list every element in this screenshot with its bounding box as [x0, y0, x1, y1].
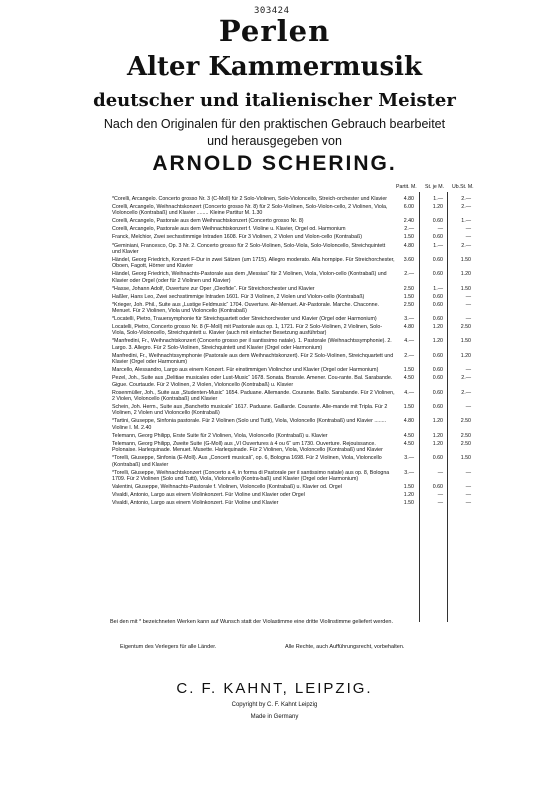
entry-price: 4.80 [403, 242, 414, 249]
entry-price: 2.50 [403, 285, 414, 292]
entry-text: Franck, Melchior, Zwei sechsstimmige Intraden 1608. Für 3 Violinen, 2 Violen und Violon-cello (Kontrabaß) [112, 234, 362, 241]
entry-text: *Locatelli, Pietro, Trauersymphonie für Streichquartett oder Streichorchester und Klavier (Orgel oder Harmonium) [112, 316, 377, 323]
entry-price: 2.— [461, 204, 471, 211]
catalog-entry [112, 218, 482, 224]
entry-price: 2.40 [403, 218, 414, 225]
header-stimme: St. je M. [425, 184, 445, 190]
entry-price: 3.— [404, 316, 414, 323]
entry-price: 2.— [461, 389, 471, 396]
entry-price: 0.60 [432, 271, 443, 278]
subtitle-line-1: Nach den Originalen für den praktischen Gebrauch bearbeitet [103, 117, 446, 131]
entry-price: 4.50 [403, 375, 414, 382]
entry-price: 2.50 [403, 301, 414, 308]
catalog-entry [112, 367, 482, 373]
entry-text: *Torelli, Giuseppe, Sinfonia (E-Moll). Aus „Concerti musicali“, op. 6, Bologna 1698. Für 2 Violinen, Viola, Violoncello (Kontrabaß) und Klavier [112, 455, 382, 468]
catalog-entry [112, 257, 482, 270]
entry-price: 3.— [404, 455, 414, 462]
entry-price: 1.50 [403, 293, 414, 300]
entry-price: 4.50 [403, 432, 414, 439]
catalog-entry [112, 500, 482, 506]
catalog-entry [112, 338, 482, 351]
catalog-entry [112, 441, 482, 454]
entry-price: 1.50 [403, 367, 414, 374]
catalog-entry [112, 286, 482, 292]
catalog-entry [112, 470, 482, 483]
entry-text: Vivaldi, Antonio, Largo aus einem Violinkonzert. Für Violine und Klavier oder Orgel [112, 491, 305, 498]
catalog-entry [112, 234, 482, 240]
entry-text: *Tartini, Giuseppe, Sinfonia pastorale. Für 2 Violinen (Solo und Tutti), Viola, Violoncello (Kontrabaß) und Klavier ........ Violine I. M. 2.40 [112, 418, 387, 431]
entry-price: 1.50 [403, 234, 414, 241]
header-ueberstimme: Ub.St. M. [452, 184, 474, 190]
catalog-entry [112, 243, 482, 256]
entry-price: 4.80 [403, 324, 414, 331]
entry-price: 0.60 [432, 367, 443, 374]
catalog-entry [112, 484, 482, 490]
entry-price: 4.— [404, 389, 414, 396]
entry-price: 2.— [461, 196, 471, 202]
entry-price: 0.60 [432, 483, 443, 490]
entry-price: 1.20 [432, 418, 443, 425]
entry-price: 4.50 [403, 440, 414, 447]
catalog-entry [112, 455, 482, 468]
catalog-entry [112, 353, 482, 366]
entry-price: 1.50 [460, 285, 471, 292]
entry-price: 1.— [433, 196, 443, 202]
rights-left: Eigentum des Verlegers für alle Länder. [120, 644, 217, 650]
catalog-entry [112, 433, 482, 439]
entry-text: Corelli, Arcangelo, Pastorale aus dem Weihnachtskonzert f. Violine u. Klavier, Orgel od. Harmonium [112, 226, 346, 233]
copyright: Copyright by C. F. Kahnt Leipzig [231, 702, 318, 708]
entry-price: — [465, 301, 471, 308]
entry-price: — [465, 469, 471, 476]
entry-text: Pezel, Joh., Suite aus „Delitiae musicales oder Lust-Music“ 1678. Sonata. Bransle. Amener. Cou-rante. Bal. Sarabande. Gigue. Courtaude. Für 2 Violinen, 2 Violen, Violoncello (Kontrabaß) u. Klavier [112, 375, 393, 388]
catalog-entry [112, 404, 482, 417]
entry-price: — [437, 499, 443, 506]
entry-price: 1.50 [403, 483, 414, 490]
entry-text: Marcello, Alessandro, Largo aus einem Konzert. Für einstimmigen Violinchor und Klavier (Orgel oder Harmonium) [112, 367, 379, 374]
entry-text: Vivaldi, Antonio, Largo aus einem Violinkonzert. Für Violine und Klavier [112, 499, 279, 506]
entry-price: 0.60 [432, 404, 443, 410]
made-in: Made in Germany [250, 714, 299, 720]
title-line-2: Alter Kammermusik [126, 52, 422, 82]
entry-price: 0.60 [432, 375, 443, 382]
entry-price: 0.60 [432, 218, 443, 225]
title-line-3: deutscher und italienischer Meister [93, 90, 456, 111]
entry-price: 4.— [404, 338, 414, 345]
entry-text: *Corelli, Arcangelo. Concerto grosso Nr. 3 (C-Moll) für 2 Solo-Violinen, Solo-Violoncello, Streich-orchester und Klavier [112, 196, 388, 202]
entry-price: 1.— [461, 218, 471, 225]
entry-price: 2.50 [460, 440, 471, 447]
entry-text: Locatelli, Pietro, Concerto grosso Nr. 8 (F-Moll) mit Pastorale aus op. 1, 1721. Für 2 Solo-Violinen, 2 Violinen, Solo-Viola, Solo-Violoncello, Streichquintett u. Klavier (auch mit einfacher Besetzung ausführbar) [112, 324, 383, 337]
entry-text: Corelli, Arcangelo, Pastorale aus dem Weihnachtskonzert (Concerto grosso Nr. 8) [112, 218, 304, 225]
entry-text: *Torelli, Giuseppe, Weihnachtskonzert (Concerto a 4, in forma di Pastorale per il santissimo natale) aus op. 8, Bologna 1709. Für 2 Violinen (Solo und Tutti), Viola, Violoncello (Kontra-baß) und Klavier (Orgel oder Harmonium) [112, 469, 390, 482]
title-line-1: Perlen [218, 14, 331, 48]
entry-price: — [465, 491, 471, 498]
entry-price: — [465, 293, 471, 300]
entry-text: Händel, Georg Friedrich, Weihnachts-Pastorale aus dem „Messias“ für 2 Violinen, Viola, Violon-cello (Kontrabaß) und Klavier oder Orgel (oder für 2 Violinen und Klavier) [112, 271, 387, 284]
entry-price: 1.20 [432, 204, 443, 211]
entry-price: 0.60 [432, 301, 443, 308]
entry-price: 2.50 [460, 432, 471, 439]
entry-text: Rosenmüller, Joh., Suite aus „Studenten-Music“ 1654. Paduane. Allemande. Courante. Ballo. Sarabande. Für 2 Violinen, 2 Violen, Violoncello (Kontrabaß) und Klavier [112, 389, 395, 402]
entry-price: 1.50 [460, 338, 471, 345]
entry-price: 0.60 [432, 389, 443, 396]
entry-text: *Krieger, Joh. Phil., Suite aus „Lustige Feldmusic“ 1704. Ouverture. Air-Menuet. Air-Pastorale. Marche. Chaconne. Menuet. Für 2 Violinen, Viola und Violoncello (Kontrabaß) [112, 301, 380, 315]
catalog-entry [112, 196, 482, 202]
entry-text: *Manfredini, Fr., Weihnachtskonzert (Concerto grosso per il santissimo natale). 1. Pastorale (Weihnachtssymphonie). 2. Largo. 3. Allegro. Für 2 Solo-Violinen, Streichquintett und Klavier (Orgel oder Harmonium) [112, 338, 392, 351]
entry-price: — [465, 404, 471, 410]
catalog-entry [112, 271, 482, 284]
entry-price: 1.20 [460, 271, 471, 278]
editor-name: ARNOLD SCHERING. [152, 152, 397, 175]
entry-price: 1.— [433, 242, 443, 249]
entry-price: 0.60 [432, 352, 443, 359]
entry-text: Schein, Joh. Herm., Suite aus „Banchetto musicale“ 1617. Paduane. Gaillarde. Courante. Alle-mande mit Tripla. Für 2 Violinen, 2 Violen und Violoncello (Kontrabaß) [112, 404, 388, 417]
entry-text: Corelli, Arcangelo, Weihnachtskonzert (Concerto grosso Nr. 8) für 2 Solo-Violinen, Solo-Violon-cello, 2 Violinen, Viola, Violoncello (Kontrabaß) und Klavier ........ Kleine Partitur M. 1.30 [112, 204, 388, 217]
footnote: Bei den mit * bezeichneten Werken kann auf Wunsch statt der Violastimme eine dritte Violinstimme geliefert werden. [110, 619, 393, 625]
entry-price: 1.— [433, 285, 443, 292]
catalog-entry [112, 204, 482, 217]
entry-price: 2.— [461, 242, 471, 249]
catalog-entry [112, 375, 482, 388]
catalog-rows [112, 196, 482, 508]
rights-right: Alle Rechte, auch Aufführungsrecht, vorbehalten. [285, 644, 405, 650]
entry-price: 1.20 [403, 491, 414, 498]
catalog-entry [112, 492, 482, 498]
entry-text: *Geminiani, Francesco, Op. 3 Nr. 2. Concerto grosso für 2 Solo-Violinen, Solo-Viola, Solo-Violoncello, Streichquintett und Klavier [112, 242, 386, 255]
entry-price: 3.— [404, 469, 414, 476]
entry-price: — [465, 316, 471, 323]
entry-price: 2.— [404, 271, 414, 278]
entry-text: Telemann, Georg Philipp, Erste Suite für 2 Violinen, Viola, Violoncello (Kontrabaß) u. Klavier [112, 432, 328, 439]
catalog-stamp: 303424 [254, 6, 290, 16]
entry-price: 1.20 [432, 440, 443, 447]
entry-price: 2.— [404, 226, 414, 233]
entry-price: 1.20 [432, 338, 443, 345]
entry-price: 1.20 [432, 432, 443, 439]
entry-price: 1.20 [460, 352, 471, 359]
entry-price: 2.— [404, 352, 414, 359]
catalog-entry [112, 418, 482, 431]
entry-price: 4.80 [403, 418, 414, 425]
catalog-entry [112, 324, 482, 337]
entry-price: 1.50 [403, 499, 414, 506]
entry-price: 1.20 [432, 324, 443, 331]
header-partitur: Partit. M. [396, 184, 417, 190]
entry-price: 0.60 [432, 316, 443, 323]
entry-price: 2.50 [460, 418, 471, 425]
entry-price: 2.50 [460, 324, 471, 331]
catalog-entry [112, 226, 482, 232]
catalog-entry [112, 294, 482, 300]
entry-price: — [465, 226, 471, 233]
entry-text: Händel, Georg Friedrich, Konzert F-Dur in zwei Sätzen (um 1715). Allegro moderato. Alla hornpipe. Für Streichorchester, Oboen, Fagott, Hörner und Klavier [112, 256, 395, 270]
entry-price: 4.80 [403, 196, 414, 202]
entry-price: 0.60 [432, 293, 443, 300]
entry-text: *Hasse, Johann Adolf, Ouverture zur Oper „Cleofide“. Für Streichorchester und Klavier [112, 285, 315, 292]
entry-price: 0.60 [432, 234, 443, 241]
entry-price: 2.— [461, 375, 471, 382]
catalog-entry [112, 316, 482, 322]
entry-text: Manfredini, Fr., Weihnachtssymphonie (Pastorale aus dem Weihnachtskonzert). Für 2 Solo-Violinen, Streichquartett und Klavier (Orgel oder Harmonium) [112, 352, 394, 366]
entry-price: 6.00 [403, 204, 414, 211]
catalog-entry [112, 302, 482, 315]
catalog-entry [112, 390, 482, 403]
entry-price: 1.50 [403, 404, 414, 410]
entry-price: 0.60 [432, 455, 443, 462]
entry-price: — [465, 483, 471, 490]
entry-price: — [437, 469, 443, 476]
entry-price: — [437, 226, 443, 233]
entry-price: — [465, 499, 471, 506]
entry-price: 1.50 [460, 256, 471, 263]
subtitle-line-2: und herausgegeben von [207, 134, 342, 148]
entry-price: — [437, 491, 443, 498]
entry-text: Telemann, Georg Philipp, Zweite Suite (G-Moll) aus „VI Ouvertures à 4 ou 6“ um 1730. Ouverture. Rejouissance. Polonaise. Harlequinade. Menuet. Musette. Harlequinade. Für 2 Violinen, Viola, Violoncello (Kontrabaß) und Klavier [112, 440, 383, 454]
publisher: C. F. KAHNT, LEIPZIG. [176, 680, 373, 697]
entry-price: 1.50 [460, 455, 471, 462]
entry-text: Valentini, Giuseppe, Weihnachts-Pastorale f. Violinen, Violoncello (Kontrabaß) u. Klavier od. Orgel [112, 483, 342, 490]
entry-price: — [465, 234, 471, 241]
entry-text: Haßler, Hans Leo, Zwei sechsstimmige Intraden 1601. Für 3 Violinen, 2 Violen und Violon-cello (Kontrabaß) [112, 293, 365, 300]
entry-price: — [465, 367, 471, 374]
entry-price: 3.60 [403, 256, 414, 263]
entry-price: 0.60 [432, 256, 443, 263]
